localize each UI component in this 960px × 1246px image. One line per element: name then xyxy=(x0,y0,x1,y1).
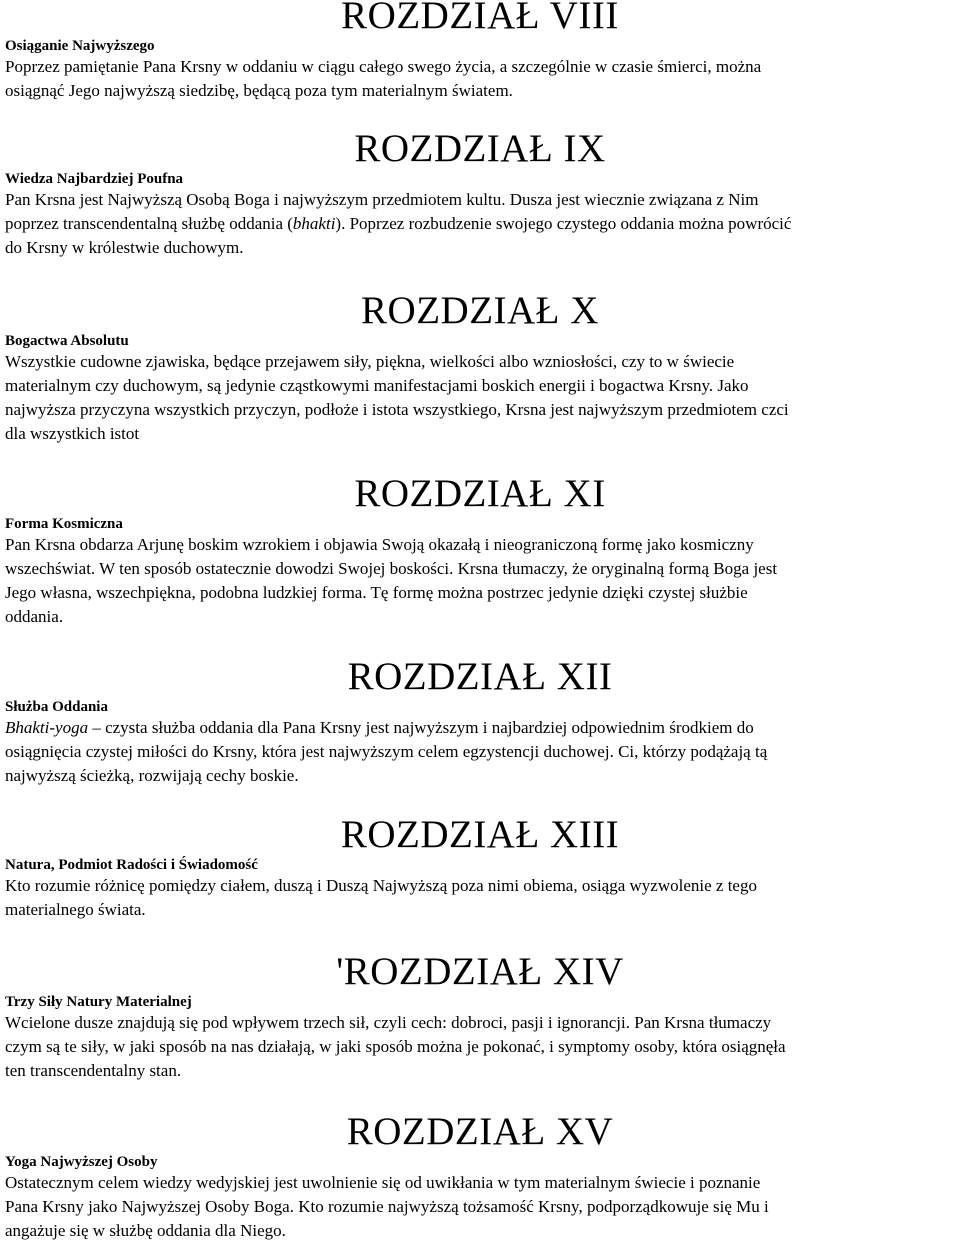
chapter-heading: ROZDZIAŁ IX xyxy=(354,127,606,170)
body-line: materialnego świata. xyxy=(5,900,146,919)
chapter-heading: ROZDZIAŁ XV xyxy=(346,1110,614,1153)
body-line: Ostatecznym celem wiedzy wedyjskiej jest uwolnienie się od uwikłania w tym materialnym świecie i poznanie xyxy=(5,1173,761,1192)
body-line: Pana Krsny jako Najwyższej Osoby Boga. Kto rozumie najwyższą tożsamość Krsny, podporządkowuje się Mu i xyxy=(5,1197,769,1216)
chapter-body xyxy=(0,533,960,629)
body-line: osiągnąć Jego najwyższą siedzibę, będącą poza tym materialnym światem. xyxy=(5,81,513,100)
body-line: Jego własna, wszechpiękna, podobna ludzkiej forma. Tę formę można postrzec jedynie dzięki czystej służbie xyxy=(5,583,748,602)
body-line: ten transcendentalny stan. xyxy=(5,1061,182,1080)
chapter-heading: ROZDZIAŁ XII xyxy=(347,655,613,698)
body-line: Wcielone dusze znajdują się pod wpływem trzech sił, czyli cech: dobroci, pasji i ignorancji. Pan Krsna tłumaczy xyxy=(5,1013,772,1032)
body-line: Bhakti-yoga – czysta służba oddania dla Pana Krsny jest najwyższym i najbardziej odpowiednim środkiem do xyxy=(5,718,754,737)
body-line: najwyższa przyczyna wszystkich przyczyn, podłoże i istota wszystkiego, Krsna jest najwyższym przedmiotem czci xyxy=(5,400,789,419)
chapter-13 xyxy=(0,815,960,922)
body-line: Poprzez pamiętanie Pana Krsny w oddaniu w ciągu całego swego życia, a szczególnie w czasie śmierci, można xyxy=(5,57,762,76)
body-line: dla wszystkich istot xyxy=(5,424,140,443)
body-line: materialnym czy duchowym, są jedynie cząstkowymi manifestacjami boskich energii i bogactwa Krsny. Jako xyxy=(5,376,749,395)
chapter-9 xyxy=(0,129,960,260)
chapter-heading: ROZDZIAŁ X xyxy=(361,289,599,332)
chapter-12 xyxy=(0,657,960,788)
chapter-heading: 'ROZDZIAŁ XIV xyxy=(336,950,624,993)
body-line: Pan Krsna jest Najwyższą Osobą Boga i najwyższym przedmiotem kultu. Dusza jest wiecznie związana z Nim xyxy=(5,190,759,209)
chapter-heading: ROZDZIAŁ XI xyxy=(354,472,606,515)
chapter-15 xyxy=(0,1112,960,1243)
chapter-subtitle: Osiąganie Najwyższego xyxy=(5,38,155,54)
body-line: angażuje się w służbę oddania dla Niego. xyxy=(5,1221,286,1240)
chapter-body xyxy=(0,874,960,922)
body-line: poprzez transcendentalną służbę oddania (bhakti). Poprzez rozbudzenie swojego czystego oddania można powrócić xyxy=(5,214,792,233)
chapter-subtitle: Służba Oddania xyxy=(5,699,108,715)
chapter-10 xyxy=(0,291,960,446)
chapter-subtitle: Wiedza Najbardziej Poufna xyxy=(5,171,184,187)
body-line: czym są te siły, w jaki sposób na nas działają, w jaki sposób można je pokonać, i symptomy osoby, która osiągnęła xyxy=(5,1037,786,1056)
chapter-subtitle: Trzy Siły Natury Materialnej xyxy=(5,994,192,1010)
body-line: do Krsny w królestwie duchowym. xyxy=(5,238,244,257)
chapter-body xyxy=(0,716,960,788)
chapter-8 xyxy=(0,0,960,103)
chapter-body xyxy=(0,1171,960,1243)
chapter-11 xyxy=(0,474,960,629)
chapter-subtitle: Natura, Podmiot Radości i Świadomość xyxy=(5,857,258,873)
chapter-heading: ROZDZIAŁ XIII xyxy=(340,813,620,856)
chapter-body xyxy=(0,188,960,260)
body-line: wszechświat. W ten sposób ostatecznie dowodzi Swojej boskości. Krsna tłumaczy, że oryginalną formą Boga jest xyxy=(5,559,778,578)
chapter-subtitle: Bogactwa Absolutu xyxy=(5,333,129,349)
body-line: osiągnięcia czystej miłości do Krsny, która jest najwyższym celem egzystencji duchowej. Ci, którzy podążają tą xyxy=(5,742,768,761)
body-line: Kto rozumie różnicę pomiędzy ciałem, duszą i Duszą Najwyższą poza nimi obiema, osiąga wyzwolenie z tego xyxy=(5,876,757,895)
chapter-14 xyxy=(0,952,960,1083)
body-line: Pan Krsna obdarza Arjunę boskim wzrokiem i objawia Swoją okazałą i nieograniczoną formę jako kosmiczny xyxy=(5,535,754,554)
body-line: najwyższą ścieżką, rozwijają cechy boskie. xyxy=(5,766,299,785)
chapter-body xyxy=(0,350,960,446)
body-line: Wszystkie cudowne zjawiska, będące przejawem siły, piękna, wielkości albo wzniosłości, czy to w świecie xyxy=(5,352,735,371)
bhakti-yoga-term: Bhakti-yoga xyxy=(5,718,89,737)
body-line: oddania. xyxy=(5,607,64,626)
bhakti-term: bhakti xyxy=(292,214,336,233)
chapter-subtitle: Yoga Najwyższej Osoby xyxy=(5,1154,158,1170)
chapter-subtitle: Forma Kosmiczna xyxy=(5,516,123,532)
chapter-heading: ROZDZIAŁ VIII xyxy=(341,0,619,37)
chapter-body xyxy=(0,55,960,103)
chapter-body xyxy=(0,1011,960,1083)
